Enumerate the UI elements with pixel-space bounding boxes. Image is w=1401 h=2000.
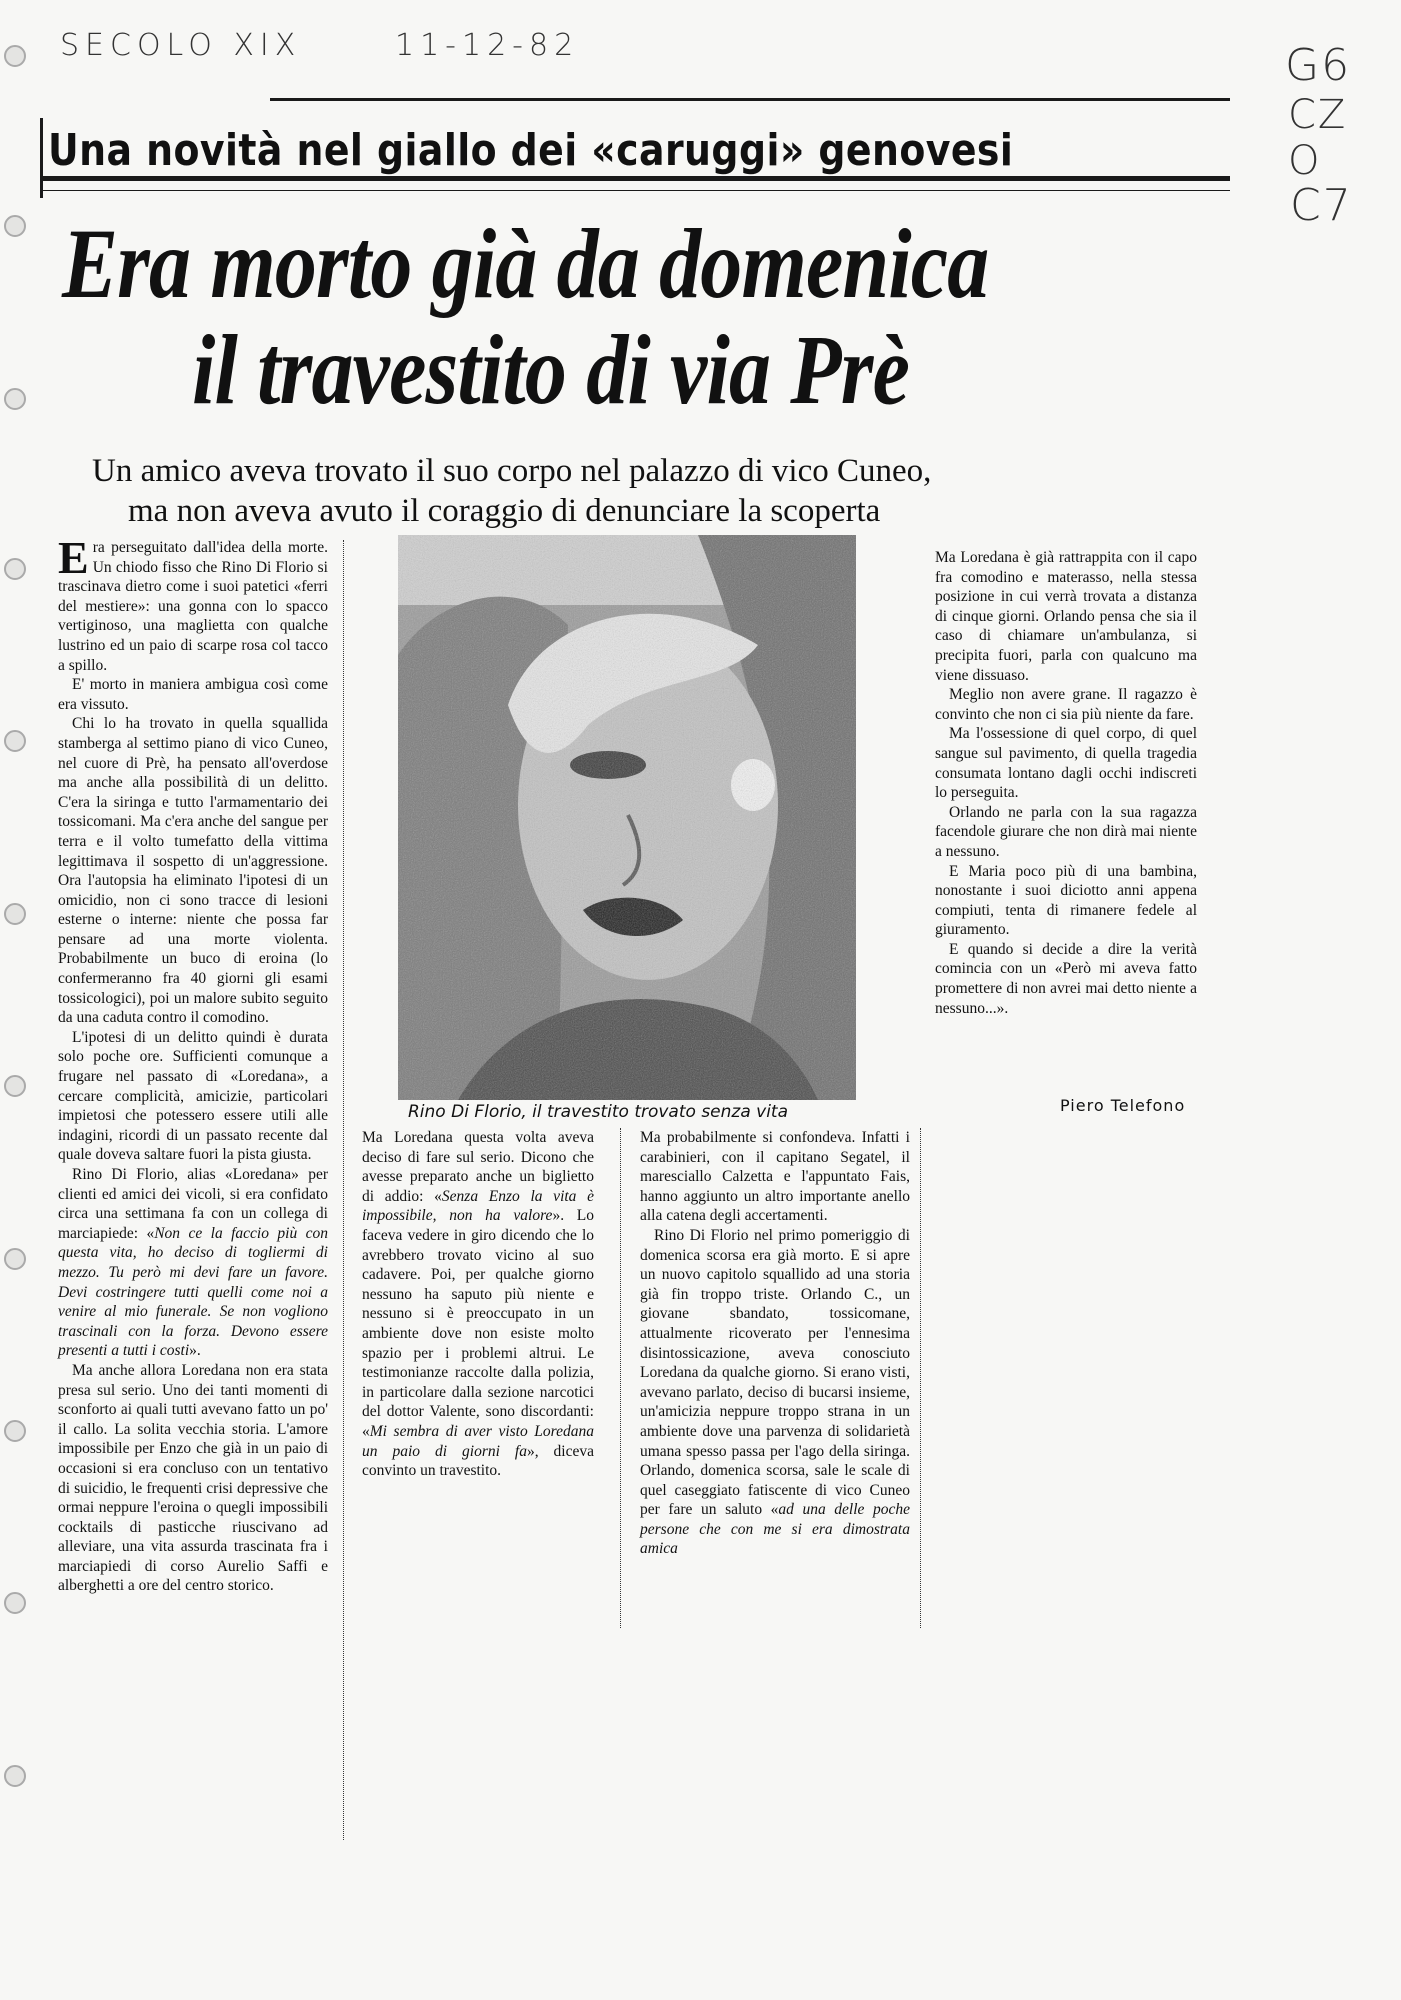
paragraph: Ma Loredana è già rattrappita con il capo fra comodino e materasso, nella stessa posizione in cui verrà trovata a distanza di cinque giorni. Orlando pensa che sia il caso di chiamare un'ambulanza, si precipita fuori, parla con qualcuno ma viene dissuaso.	[935, 549, 1197, 684]
kicker-underline	[40, 176, 1230, 181]
subhead-line-1: Un amico aveva trovato il suo corpo nel palazzo di vico Cuneo,	[92, 453, 932, 489]
binder-hole	[4, 1420, 26, 1442]
binder-hole	[4, 1592, 26, 1614]
article-column-2	[362, 1128, 594, 1481]
drop-cap: E	[58, 532, 89, 583]
photo-caption: Rino Di Florio, il travestito trovato senza vita	[408, 1102, 789, 1122]
archive-code-4: C7	[1290, 180, 1353, 231]
handwritten-newspaper-name: SECOLO XIX	[60, 28, 302, 63]
binder-hole	[4, 903, 26, 925]
binder-hole	[4, 730, 26, 752]
paragraph: E Maria poco più di una bambina, nonostante i suoi diciotto anni appena compiuti, tenta di rimanere fedele al giuramento.	[935, 862, 1197, 939]
binder-hole	[4, 558, 26, 580]
paragraph: Era perseguitato dall'idea della morte. Un chiodo fisso che Rino Di Florio si trascinava dietro come i suoi patetici «ferri del mestiere»: una gonna con lo spacco vertiginoso, una maglietta con qualche lustrino ed un paio di scarpe rosa col tacco a spillo.	[58, 532, 328, 674]
paragraph: Ma anche allora Loredana non era stata presa sul serio. Uno dei tanti momenti di sconforto ai quali tutti avevano fatto un po' il callo. La solita vecchia storia. L'amore impossibile per Enzo che già in un paio di occasioni si era concluso con un tentativo di suicidio, le frequenti crisi depressive che ormai neppure l'eroina o quegli impossibili cocktails di pasticche riuscivano ad alleviare, una vita assurda trascinata fra i marciapiedi di corso Aurelio Saffi e alberghetti a ore del centro storico.	[58, 1361, 328, 1595]
kicker-left-rule	[40, 118, 43, 198]
binder-hole	[4, 1075, 26, 1097]
binder-hole	[4, 215, 26, 237]
quote: Senza Enzo la vita è impossibile, non ha valore	[362, 1187, 594, 1225]
binder-hole	[4, 388, 26, 410]
paragraph: Meglio non avere grane. Il ragazzo è convinto che non ci sia più niente da fare.	[935, 686, 1197, 723]
quote: Non ce la faccio più con questa vita, ho deciso di togliermi di mezzo. Tu però mi devi fare un favore. Devi costringere tutti quelli come noi a venire al mio funerale. Se non vogliono trascinali con la forza. Devono essere presenti a tutti i costi	[58, 1224, 329, 1360]
binder-hole	[4, 1248, 26, 1270]
kicker-underline-thin	[40, 190, 1230, 191]
column-divider	[343, 540, 344, 1840]
article-column-1	[58, 532, 329, 1596]
paragraph: Rino Di Florio, alias «Loredana» per clienti ed amici dei vicoli, si era confidato circa una settimana fa con un collega di marciapiede: «Non ce la faccio più con questa vita, ho deciso di togliermi di mezzo. Tu però mi devi fare un favore. Devi costringere tutti quelli come noi a venire al mio funerale. Se non vogliono trascinali con la forza. Devono essere presenti a tutti i costi».	[58, 1166, 329, 1360]
portrait-photo-image	[398, 535, 856, 1100]
paragraph: Ma l'ossessione di quel corpo, di quel sangue sul pavimento, di quella tragedia consumata lontano dagli occhi indiscreti lo perseguita.	[935, 725, 1197, 802]
headline-line-1: Era morto già da domenica	[62, 208, 989, 319]
paragraph: Rino Di Florio nel primo pomeriggio di domenica scorsa era già morto. E si apre un nuovo capitolo squallido ad una storia già fin troppo triste. Orlando C., un giovane sbandato, tossicomane, attualmente ricoverato per l'ennesima disintossicazione, aveva conosciuto Loredana da qualche giorno. Si erano visti, avevano parlato, deciso di bucarsi insieme, un'amicizia neppure troppo strana in un ambiente dove una parvenza di solidarietà umana spesso passa per l'ago della siringa. Orlando, domenica scorsa, sale le scale di quel caseggiato fatiscente di vico Cuneo per fare un saluto «ad una delle poche persone che con me si era dimostrata amica	[640, 1226, 910, 1558]
column-divider	[920, 1128, 921, 1628]
archive-code-3: O	[1288, 138, 1322, 184]
paragraph: E' morto in maniera ambigua così come era vissuto.	[58, 676, 328, 713]
paragraph: Ma probabilmente si confondeva. Infatti i carabinieri, con il capitano Segatel, il maresciallo Calzetta e l'appuntato Fais, hanno aggiunto un altro importante anello alla catena degli accertamenti.	[640, 1129, 910, 1225]
paragraph: E quando si decide a dire la verità comincia con un «Però mi aveva fatto promettere di non avrei mai detto niente a nessuno...».	[935, 940, 1197, 1017]
byline: Piero Telefono	[1060, 1096, 1186, 1115]
headline-line-2: il travestito di via Prè	[192, 314, 910, 425]
quote: Mi sembra di aver visto Loredana un paio di giorni fa	[362, 1422, 594, 1460]
binder-hole	[4, 45, 26, 67]
paragraph: Ma Loredana questa volta aveva deciso di fare sul serio. Dicono che avesse preparato anche un biglietto di addio: «Senza Enzo la vita è impossibile, non ha valore». Lo faceva vedere in giro dicendo che lo avrebbero trovato vicino al suo cadavere. Poi, per qualche giorno nessuno ha saputo più niente e nessuno si è preoccupato in un ambiente dove non esiste molto spazio per i problemi altrui. Le testimonianze raccolte dalla polizia, in particolare dalla sezione narcotici del dottor Valente, sono discordanti: «Mi sembra di aver visto Loredana un paio di giorni fa», diceva convinto un travestito.	[362, 1129, 595, 1480]
article-column-4	[935, 548, 1197, 1018]
handwritten-date: 11-12-82	[395, 28, 580, 63]
binder-hole	[4, 1765, 26, 1787]
article-column-3	[640, 1128, 910, 1559]
paragraph: Orlando ne parla con la sua ragazza facendole giurare che non dirà mai niente a nessuno.	[935, 803, 1197, 860]
paragraph: L'ipotesi di un delitto quindi è durata solo poche ore. Sufficienti comunque a frugare nel passato di «Loredana», a cercare complicità, amicizie, particolari impietosi che potessero essere utili alle indagini, ricordi di un passato recente dal quale doveva saltare fuori la pista giusta.	[58, 1028, 328, 1164]
paragraph: Chi lo ha trovato in quella squallida stamberga al settimo piano di vico Cuneo, nel cuore di Prè, ha pensato all'overdose ma anche alla possibilità di un delitto. C'era la siringa e tutto l'armamentario dei tossicomani. Ma c'era anche del sangue per terra e il volto tumefatto della vittima legittimava il sospetto di un'aggressione. Ora l'autopsia ha eliminato l'ipotesi di un omicidio, non ci sono tracce di lesioni esterne o interne: niente che possa far pensare ad una morte violenta. Probabilmente un buco di eroina (lo confermeranno fra 40 giorni gli esami tossicologici), poi un malore subito seguito da una caduta contro il comodino.	[58, 715, 328, 1027]
portrait-photo	[398, 535, 856, 1100]
kicker: Una novità nel giallo dei «caruggi» genovesi	[48, 125, 1014, 176]
subhead-line-2: ma non aveva avuto il coraggio di denunciare la scoperta	[128, 493, 881, 529]
column-divider	[620, 1128, 621, 1628]
archive-code-1: G6	[1285, 40, 1352, 91]
top-rule	[270, 98, 1230, 101]
archive-code-2: CZ	[1288, 92, 1348, 138]
quote: ad una delle poche persone che con me si era dimostrata amica	[640, 1501, 910, 1558]
